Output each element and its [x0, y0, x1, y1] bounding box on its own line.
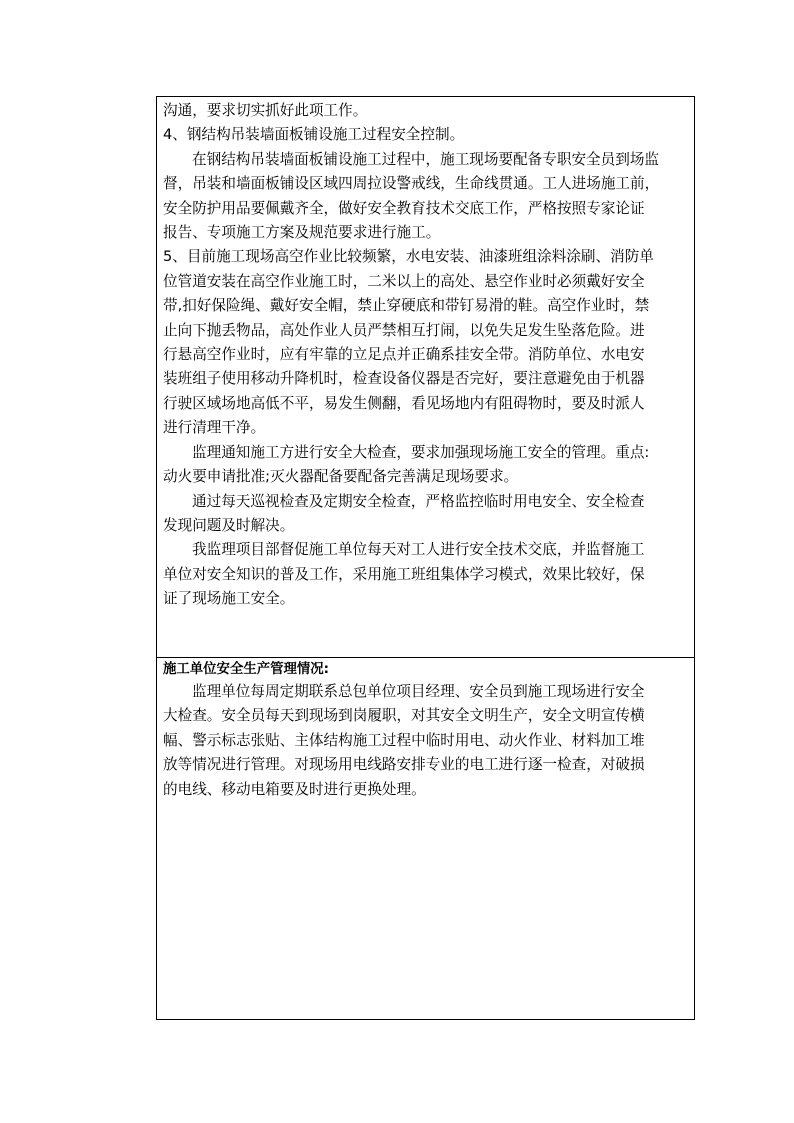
text-line: 的电线、移动电箱要及时进行更换处理。 — [163, 780, 426, 798]
safety-control-cell — [157, 97, 694, 658]
text-line: 我监理项目部督促施工单位每天对工人进行安全技术交底，并监督施工 — [192, 541, 645, 559]
text-line: 放等情况进行管理。对现场用电线路安排专业的电工进行逐一检查，对破损 — [163, 756, 645, 774]
text-line: 行悬高空作业时，应有牢靠的立足点并正确系挂安全带。消防单位、水电安 — [163, 346, 645, 364]
text-line: 5、目前施工现场高空作业比较频繁，水电安装、油漆班组涂料涂刷、消防单 — [163, 248, 654, 266]
text-line: 在钢结构吊装墙面板铺设施工过程中，施工现场要配备专职安全员到场监 — [192, 150, 660, 168]
text-line: 装班组子使用移动升降机时，检查设备仪器是否完好，要注意避免由于机器 — [163, 370, 645, 388]
text-line: 监理通知施工方进行安全大检查，要求加强现场施工安全的管理。重点: — [192, 443, 650, 461]
text-line: 证了现场施工安全。 — [163, 590, 295, 608]
text-line: 监理单位每周定期联系总包单位项目经理、安全员到施工现场进行安全 — [192, 683, 645, 700]
section-heading: 施工单位安全生产管理情况: — [163, 662, 330, 677]
text-line: 沟通，要求切实抓好此项工作。 — [163, 102, 368, 119]
text-line: 位管道安装在高空作业施工时，二米以上的高处、悬空作业时必须戴好安全 — [163, 272, 645, 290]
text-line: 进行清理干净。 — [163, 419, 266, 437]
contractor-safety-cell — [157, 658, 694, 1019]
text-line: 单位对安全知识的普及工作，采用施工班组集体学习模式，效果比较好，保 — [163, 565, 645, 583]
text-line: 幅、警示标志张贴、主体结构施工过程中临时用电、动火作业、材料加工堆 — [163, 731, 645, 749]
text-line: 发现问题及时解决。 — [163, 516, 295, 534]
text-line: 止向下抛丢物品，高处作业人员严禁相互打闹，以免失足发生坠落危险。进 — [163, 321, 645, 339]
report-table — [156, 96, 695, 1020]
text-line: 带,扣好保险绳、戴好安全帽，禁止穿硬底和带钉易滑的鞋。高空作业时，禁 — [163, 297, 650, 315]
text-line: 动火要申请批准;灭火器配备要配备完善满足现场要求。 — [163, 468, 519, 486]
text-line: 通过每天巡视检查及定期安全检查，严格监控临时用电安全、安全检查 — [192, 492, 645, 510]
text-line: 督，吊装和墙面板铺设区域四周拉设警戒线，生命线贯通。工人进场施工前， — [163, 175, 660, 193]
text-line: 报告、专项施工方案及规范要求进行施工。 — [163, 224, 441, 242]
text-line: 行驶区域场地高低不平，易发生侧翻，看见场地内有阻碍物时，要及时派人 — [163, 394, 645, 412]
text-line: 4、钢结构吊装墙面板铺设施工过程安全控制。 — [163, 126, 465, 144]
text-line: 安全防护用品要佩戴齐全，做好安全教育技术交底工作，严格按照专家论证 — [163, 199, 645, 217]
text-line: 大检查。安全员每天到现场到岗履职，对其安全文明生产，安全文明宣传横 — [163, 707, 645, 725]
